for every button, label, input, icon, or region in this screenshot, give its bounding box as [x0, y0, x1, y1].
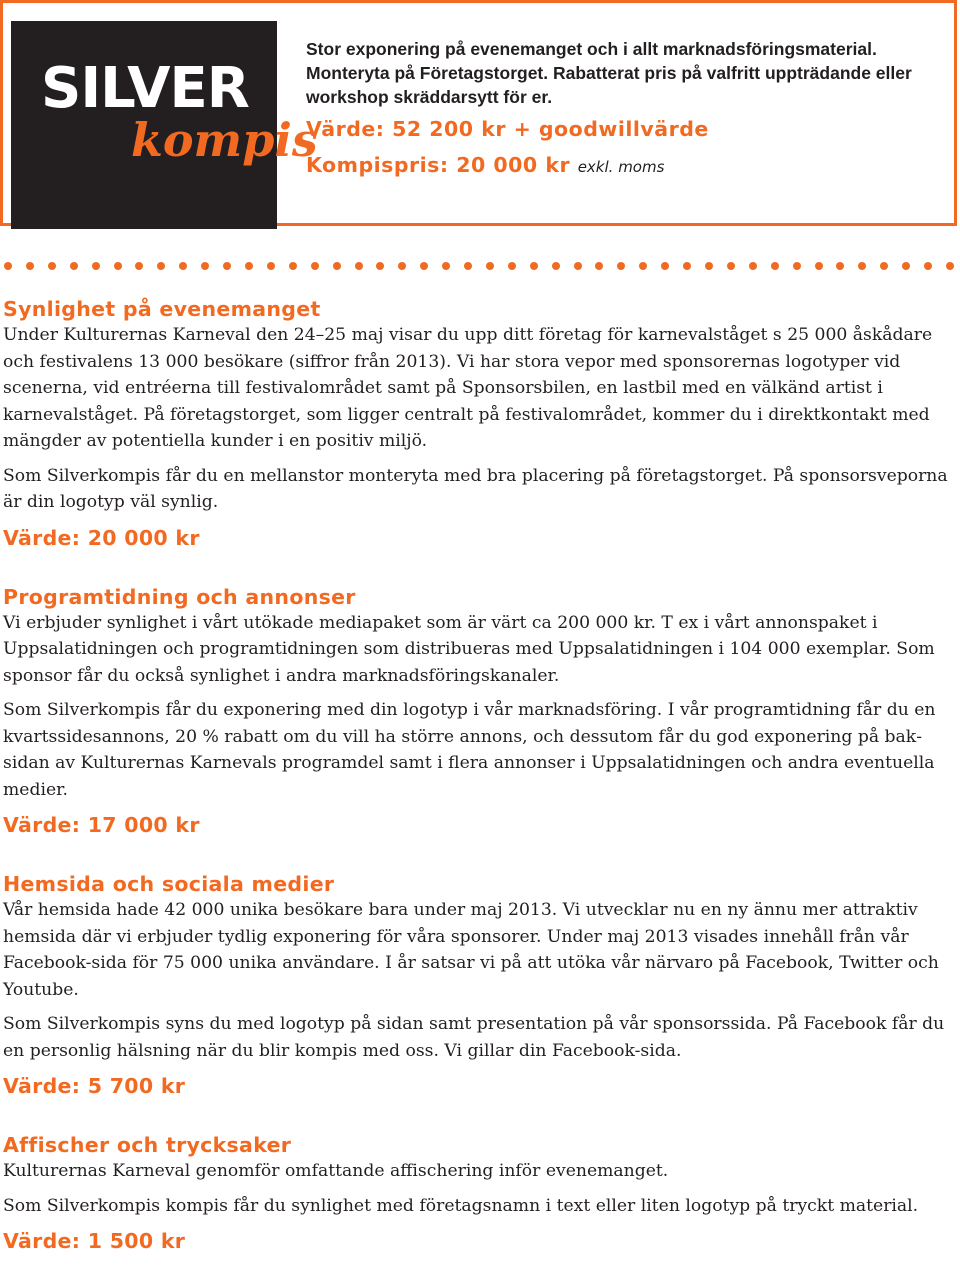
divider-dot	[924, 262, 932, 270]
paragraph: Som Silverkompis får du exponering med din logotyp i vår marknadsföring. I vår programtidning får du en kvartssidesannons, 20 % rabatt om du vill ha större annons, och dessutom får du god exponering på baksidan av Kulturernas Karnevals programdel samt i flera annonser i Uppsalatidningen och andra eventuella medier.	[3, 700, 936, 800]
divider-dot	[376, 262, 384, 270]
divider-dot	[464, 262, 472, 270]
divider-dot	[902, 262, 910, 270]
divider-dot	[92, 262, 100, 270]
paragraph: Under Kulturernas Karneval den 24–25 maj visar du upp ditt företag för karnevalståget s 25 000 åskådare och festivalens 13 000 besökare (siffror från 2013). Vi har stora vepor med sponsorernas logotyper vid scenerna, vid entréerna till festivalområdet samt på Sponsorsbilen, en lastbil med en välkänd artist i karnevalståget. På företagstorget, som ligger centralt på festivalområdet, kommer du i direktkontakt med mängder av potentiella kunder i en positiv miljö.	[3, 325, 933, 451]
divider-dot	[683, 262, 691, 270]
hero-price-amount: Kompispris: 20 000 kr	[306, 153, 571, 177]
hero-box	[0, 0, 957, 226]
silverkompis-logo	[11, 21, 318, 229]
divider-dot	[223, 262, 231, 270]
hero-price-note: exkl. moms	[577, 158, 665, 176]
divider-dot	[311, 262, 319, 270]
dotted-divider	[4, 259, 954, 273]
section-hemsida	[3, 871, 953, 1100]
section-affischer	[3, 1132, 953, 1255]
divider-dot	[858, 262, 866, 270]
divider-dot	[70, 262, 78, 270]
divider-dot	[574, 262, 582, 270]
section-value: Värde: 5 700 kr	[3, 1074, 186, 1098]
hero-price	[306, 151, 956, 181]
section-value: Värde: 17 000 kr	[3, 813, 200, 837]
divider-dot	[398, 262, 406, 270]
hero-line-2: Monteryta på Företagstorget. Rabatterat pris på valfritt uppträdande eller	[306, 63, 912, 83]
paragraph: Kulturernas Karneval genomför omfattande affischering inför evenemanget.	[3, 1161, 669, 1181]
divider-dot	[114, 262, 122, 270]
divider-dot	[749, 262, 757, 270]
divider-dot	[442, 262, 450, 270]
section-title: Hemsida och sociala medier	[3, 872, 335, 896]
divider-dot	[201, 262, 209, 270]
divider-dot	[420, 262, 428, 270]
paragraph: Vår hemsida hade 42 000 unika besökare bara under maj 2013. Vi utvecklar nu en ny ännu mer attraktiv hemsida där vi erbjuder tydlig exponering för våra sponsorer. Under maj 2013 visades innehåll från vår Facebook-sida för 75 000 unika användare. I år satsar vi på att utöka vår närvaro på Facebook, Twitter och Youtube.	[3, 900, 939, 1000]
divider-dot	[508, 262, 516, 270]
divider-dot	[4, 262, 12, 270]
paragraph: Som Silverkompis får du en mellanstor monteryta med bra placering på företagstorget. På sponsorsveporna är din logotyp väl synlig.	[3, 465, 948, 512]
divider-dot	[179, 262, 187, 270]
divider-dot	[552, 262, 560, 270]
section-synlighet	[3, 296, 953, 552]
paragraph: Vi erbjuder synlighet i vårt utökade mediapaket som är värt ca 200 000 kr. T ex i vårt annonspaket i Uppsalatidningen och programtidningen som distribueras med Uppsalatidningen i 104 000 exemplar. Som sponsor får du också synlighet i andra marknadsföringskanaler.	[3, 612, 935, 686]
divider-dot	[661, 262, 669, 270]
divider-dot	[793, 262, 801, 270]
divider-dot	[639, 262, 647, 270]
divider-dot	[705, 262, 713, 270]
section-value: Värde: 1 500 kr	[3, 1229, 186, 1253]
divider-dot	[880, 262, 888, 270]
hero-line-1: Stor exponering på evenemanget och i allt marknadsföringsmaterial.	[306, 39, 877, 59]
paragraph: Som Silverkompis syns du med logotyp på sidan samt presentation på vår sponsorssida. På Facebook får du en personlig hälsning när du blir kompis med oss. Vi gillar din Facebook-sida.	[3, 1014, 945, 1061]
divider-dot	[355, 262, 363, 270]
content	[3, 296, 953, 1255]
hero-line-3: workshop skräddarsytt för er.	[306, 87, 553, 107]
divider-dot	[289, 262, 297, 270]
divider-dot	[946, 262, 954, 270]
section-title: Synlighet på evenemanget	[3, 297, 321, 321]
divider-dot	[815, 262, 823, 270]
divider-dot	[595, 262, 603, 270]
paragraph: Som Silverkompis kompis får du synlighet med företagsnamn i text eller liten logotyp på tryckt material.	[3, 1195, 919, 1216]
divider-dot	[836, 262, 844, 270]
divider-dot	[727, 262, 735, 270]
divider-dot	[135, 262, 143, 270]
divider-dot	[486, 262, 494, 270]
divider-dot	[617, 262, 625, 270]
logo-word-silver: SILVER	[41, 56, 249, 121]
divider-dot	[26, 262, 34, 270]
logo-word-kompis: kompis	[131, 113, 318, 167]
hero-text	[306, 37, 956, 181]
hero-value: Värde: 52 200 kr + goodwillvärde	[306, 117, 709, 141]
divider-dot	[48, 262, 56, 270]
section-programtidning	[3, 584, 953, 840]
divider-dot	[333, 262, 341, 270]
divider-dot	[267, 262, 275, 270]
section-title: Affischer och trycksaker	[3, 1133, 292, 1157]
section-value: Värde: 20 000 kr	[3, 525, 200, 550]
divider-dot	[771, 262, 779, 270]
divider-dot	[530, 262, 538, 270]
divider-dot	[157, 262, 165, 270]
section-title: Programtidning och annonser	[3, 584, 356, 609]
divider-dot	[245, 262, 253, 270]
